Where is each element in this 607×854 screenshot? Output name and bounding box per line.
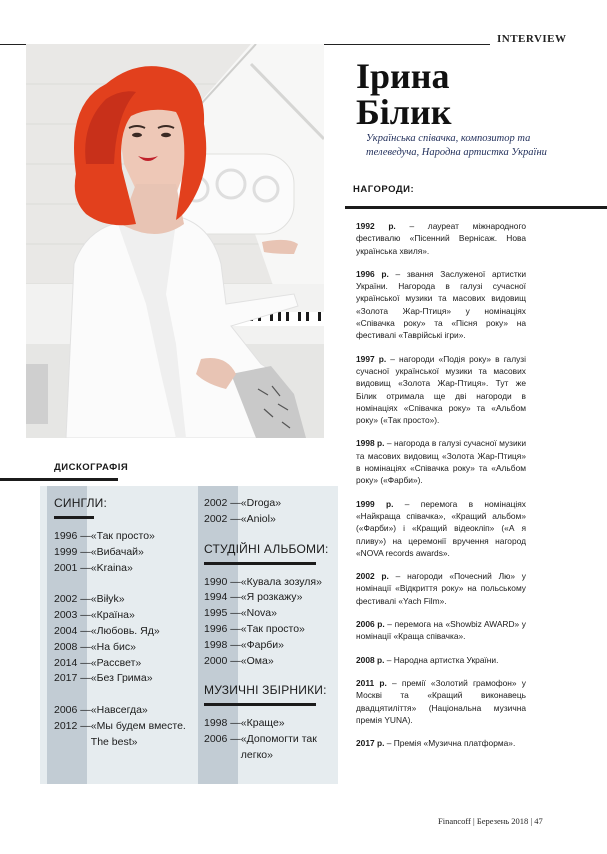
award-item: 2017 р. – Премія «Музична платформа». (356, 738, 516, 749)
list-item: 2017 — «Без Грима» (54, 672, 153, 685)
list-item: 2002 — «Biłyk» (54, 593, 125, 606)
award-item: 2008 р. – Народна артистка України. (356, 654, 499, 665)
list-item: 1990 — «Кувала зозуля» (204, 575, 322, 588)
award-item: 2006 р. – перемога на «Showbiz AWARD» у номінації «Краща співачка». (356, 619, 526, 642)
list-item: 1996 — «Так просто» (204, 622, 305, 635)
albums-heading: СТУДІЙНІ АЛЬБОМИ: (204, 541, 329, 556)
award-item: 1999 р. – перемога в номінаціях «Найкраща співачка», «Кращий альбом» («Фарби») і «Кращий відеокліп» («А я пливу») на церемонії вручення нагород «NOVA records awards». (356, 498, 526, 558)
portrait-photo (26, 44, 324, 438)
list-item: 2002 — «Droga» (204, 497, 282, 509)
list-item: 2014 — «Рассвет» (54, 656, 142, 669)
title-last-name: Білик (356, 92, 452, 132)
list-item: 2001 — «Kraina» (54, 561, 133, 574)
subtitle: Українська співачка, композитор та телеведуча, Народна артистка України (366, 133, 547, 158)
discography-rule (0, 478, 118, 481)
list-item: 1994 — «Я розкажу» (204, 591, 303, 604)
award-item: 1996 р. – звання Заслуженої артистки України. Нагорода в галузі сучасної української музики та масових видовищ «Золота Жар-Птиця» у номінаціях «Співачка року» та «Пісня року» на фестивалі «Таврійські ігри». (356, 268, 526, 341)
albums-column (204, 496, 334, 764)
compilations-heading: МУЗИЧНІ ЗБІРНИКИ: (204, 683, 327, 698)
list-item: 2004 — «Любовь. Яд» (54, 624, 160, 637)
singles-column (54, 496, 194, 751)
award-item: 1992 р. – лауреат міжнародного фестивалю «Пісенний Вернісаж. Нова українська хвиля». (356, 221, 526, 256)
list-item: 2012 — «Мы будем вместе. The best» (54, 719, 186, 748)
list-item: 1995 — «Nova» (204, 607, 277, 620)
awards-rule (345, 206, 607, 209)
list-item: 2002 — «Aniol» (204, 512, 276, 525)
list-item: 1998 — «Фарби» (204, 638, 285, 651)
title-first-name: Ірина (356, 56, 450, 96)
awards-heading: НАГОРОДИ: (353, 184, 415, 195)
list-item: 2008 — «На бис» (54, 640, 136, 653)
list-item: 1999 — «Вибачай» (54, 545, 144, 558)
list-item: 2006 — «Допомогти так легко» (204, 733, 317, 761)
award-item: 2011 р. – премії «Золотий грамофон» у Москві та «Кращий виконавець двадцятиліття» (Національна музична премія YUNA). (356, 677, 526, 725)
singles-heading: СИНГЛИ: (54, 496, 108, 510)
list-item: 2003 — «Країна» (54, 609, 135, 622)
list-item: 2000 — «Ома» (204, 654, 274, 667)
list-item: 2006 — «Навсегда» (54, 704, 148, 717)
awards-list (356, 220, 526, 760)
page-title (356, 58, 451, 130)
list-item: 1998 — «Краще» (204, 717, 285, 730)
section-tag: INTERVIEW (497, 33, 567, 45)
page-footer: Financoff | Березень 2018 | 47 (438, 816, 543, 826)
discography-heading: ДИСКОГРАФІЯ (54, 462, 129, 473)
award-item: 2002 р. – нагороди «Почесний Лю» у номінації «Відкриття року» на польському фестивалі «Yach Film». (356, 571, 526, 606)
award-item: 1998 р. – нагорода в галузі сучасної музики та масових видовищ «Золота Жар-Птиця» в номінаціях «Співачка року» та «Альбом року» («Фарби»). (356, 438, 527, 486)
list-item: 1996 — «Так просто» (54, 530, 155, 542)
award-item: 1997 р. – нагороди «Подія року» в галузі сучасної української музики та масових видовищ «Золота Жар-Птиця». Тут же Білик отримала ще дві нагороди в номінаціях «Співачка року» та «Альбом року» («Так просто»). (356, 353, 526, 426)
